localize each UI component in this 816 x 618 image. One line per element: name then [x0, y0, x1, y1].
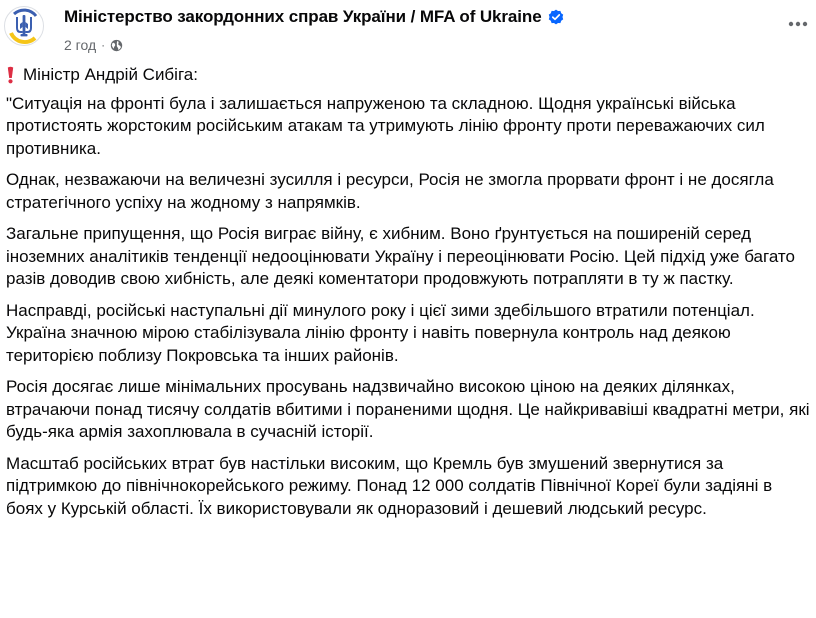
post-timestamp[interactable]: 2 год: [64, 37, 97, 53]
post-paragraph: "Ситуація на фронті була і залишається напруженою та складною. Щодня українські війська протистоять жорстоким російським атакам та утримують лінію фронту проти переважаючих сил противника.: [6, 93, 765, 158]
post-paragraph: Однак, незважаючи на величезні зусилля і ресурси, Росія не змогла прорвати фронт і не досягла стратегічного успіху на жодному з напрямків.: [6, 170, 774, 212]
post-meta: [64, 36, 123, 54]
page-name-link[interactable]: Міністерство закордонних справ України / MFA of Ukraine: [64, 7, 542, 26]
post-header: [0, 0, 816, 62]
page-avatar[interactable]: [4, 6, 44, 46]
post-paragraph: Загальне припущення, що Росія виграє війну, є хибним. Воно ґрунтується на поширеній серед іноземних аналітиків тенденції недооцінювати Україну і переоцінювати Росію. Цей підхід уже багато разів доводив свою хибність, але деякі коментатори продовжують потрапляти в ту ж пастку.: [6, 224, 795, 288]
post-intro: [6, 64, 812, 87]
post-paragraph: Насправді, російські наступальні дії минулого року і цієї зими здебільшого втратили потенціал. Україна значною мірою стабілізувала лінію фронту і навіть повернула контроль над деякою територією поблизу Покровська та інших районів.: [6, 300, 755, 365]
red-exclamation-icon: [6, 66, 15, 84]
page-name-row: [64, 6, 564, 28]
more-horizontal-icon: [788, 21, 808, 27]
post-intro-text: Міністр Андрій Сибіга:: [23, 65, 198, 84]
post-paragraph: Масштаб російських втрат був настільки високим, що Кремль був змушений звернутися за підтримкою до північнокорейського режиму. Понад 12 000 солдатів Північної Кореї були задіяні в боях у Курській області. Їх використовували як одноразовий і дешевий людський ресурс.: [6, 453, 773, 518]
meta-separator: ·: [101, 38, 106, 52]
post-paragraph: Росія досягає лише мінімальних просувань надзвичайно високою ціною на деяких ділянках, втрачаючи понад тисячу солдатів вбитими і пораненими щодня. Це найкривавіші квадратні метри, які будь-яка армія захоплювала в сучасній історії.: [6, 377, 810, 441]
globe-icon[interactable]: [110, 39, 123, 52]
trident-emblem-icon: [5, 7, 43, 45]
verified-badge-icon: [548, 9, 564, 25]
more-options-button[interactable]: [784, 10, 812, 38]
post-text: [6, 64, 812, 529]
